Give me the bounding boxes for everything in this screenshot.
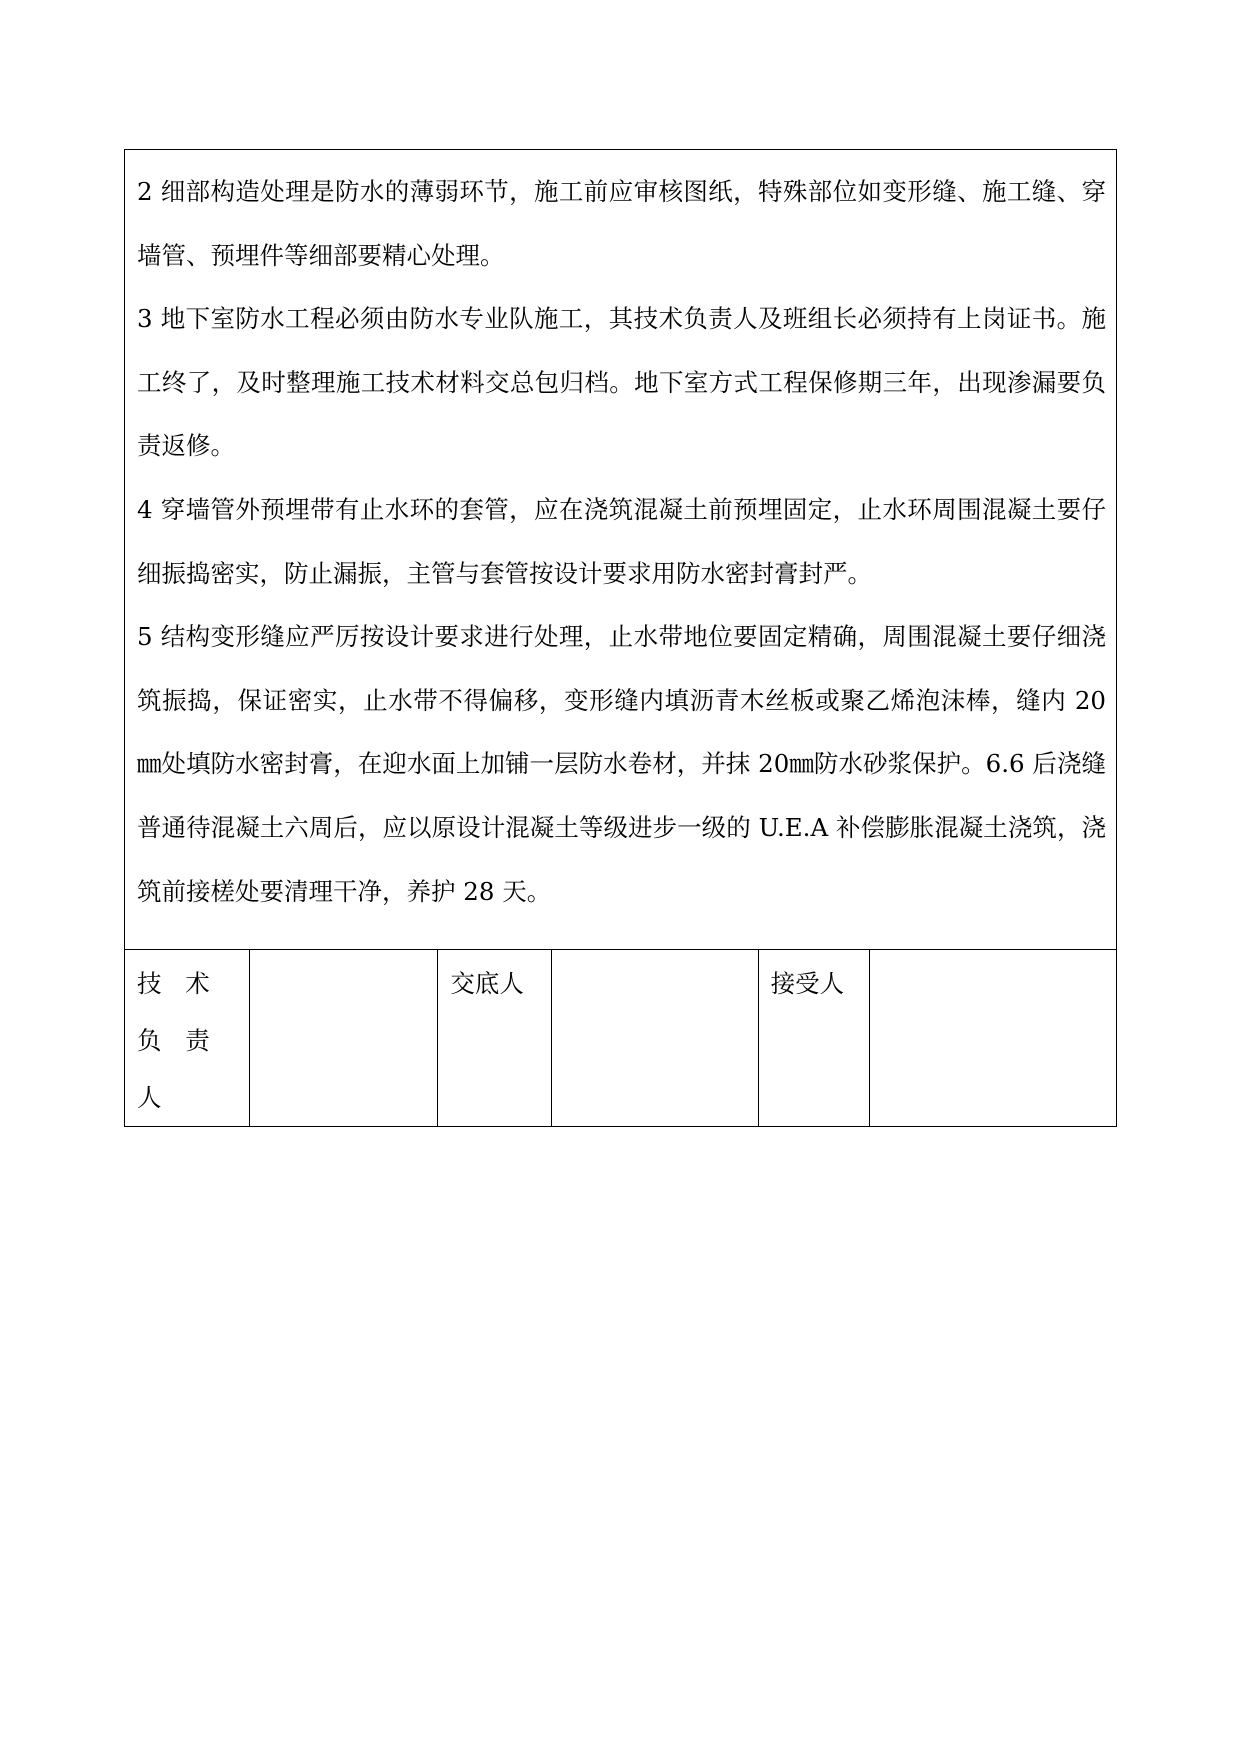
content-row: [125, 150, 1117, 950]
receiver-label: 接受人: [758, 950, 869, 1127]
tech-lead-label: [125, 950, 250, 1127]
paragraph-3: 3 地下室防水工程必须由防水专业队施工，其技术负责人及班组长必须持有上岗证书。施工终了，及时整理施工技术材料交总包归档。地下室方式工程保修期三年，出现渗漏要负责返修。: [137, 304, 1106, 461]
tech-lead-signature-field[interactable]: [249, 950, 438, 1127]
signature-row: [125, 950, 1117, 1127]
content-cell: [125, 150, 1117, 950]
receiver-signature-field[interactable]: [869, 950, 1116, 1127]
tech-lead-label-line1: 技 术: [137, 969, 218, 998]
tech-lead-label-line2: 负 责 人: [137, 1026, 218, 1112]
discloser-signature-field[interactable]: [551, 950, 758, 1127]
paragraph-4: 4 穿墙管外预埋带有止水环的套管，应在浇筑混凝土前预埋固定，止水环周围混凝土要仔细振捣密实，防止漏振，主管与套管按设计要求用防水密封膏封严。: [137, 494, 1106, 588]
paragraph-5: 5 结构变形缝应严厉按设计要求进行处理，止水带地位要固定精确，周围混凝土要仔细浇筑振捣，保证密实，止水带不得偏移，变形缝内填沥青木丝板或聚乙烯泡沫棒，缝内 20㎜处填防水密封膏，在迎水面上加铺一层防水卷材，并抹 20㎜防水砂浆保护。6.6 后浇缝普通待混凝土六周后，应以原设计混凝土等级进步一级的 U.E.A 补偿膨胀混凝土浇筑，浇筑前接槎处要清理干净，养护 28 天。: [137, 622, 1106, 906]
paragraph-2: 2 细部构造处理是防水的薄弱环节，施工前应审核图纸，特殊部位如变形缝、施工缝、穿墙管、预埋件等细部要精心处理。: [137, 177, 1106, 270]
discloser-label: 交底人: [438, 950, 551, 1127]
disclosure-table: [124, 149, 1117, 1127]
